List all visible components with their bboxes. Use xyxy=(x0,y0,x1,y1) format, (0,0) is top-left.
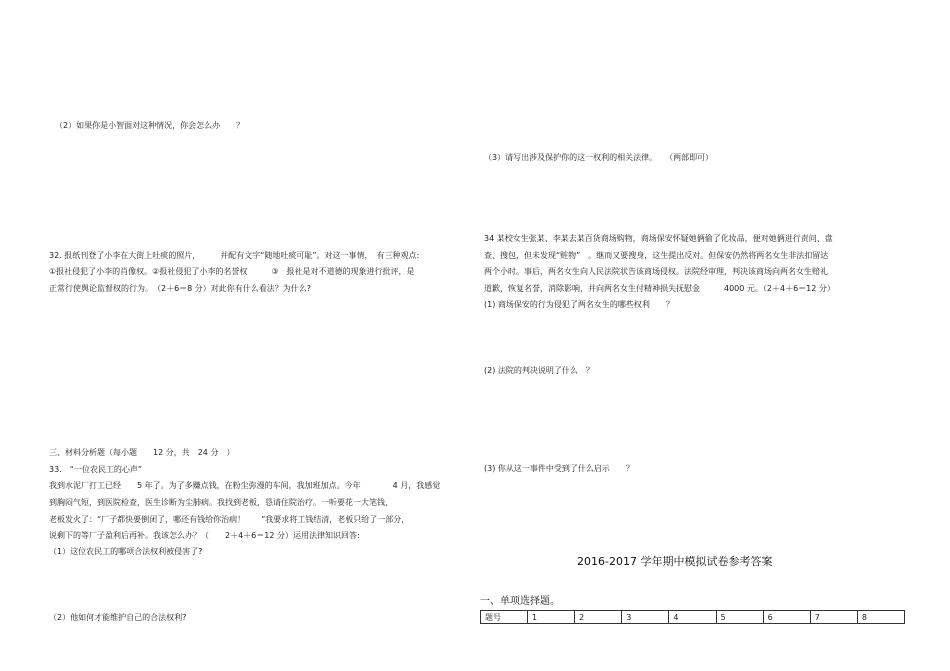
q32-line2: ①报社侵犯了小李的肖像权。②报社侵犯了小李的名誉权 ③ 报社是对不道德的现象进行批评，是 xyxy=(49,267,415,276)
q34-part3: (3) 你从这一事件中受到了什么启示 ？ xyxy=(484,464,634,473)
section3-heading: 三、材料分析题（每小题 12 分，共 24 分 ） xyxy=(49,448,235,457)
q31-part2: （2）如果你是小智面对这种情况，你会怎么办 ？ xyxy=(55,121,245,130)
answer-table-label-cell: 题号 xyxy=(481,611,528,624)
q34-line4: 道歉，恢复名誉，消除影响，并向两名女生付精神损失抚慰金 4000 元。（2＋4＋6＝12 分） xyxy=(484,284,835,293)
q33-part3: （3）请写出涉及保护你的这一权利的相关法律。 （两部即可） xyxy=(484,153,714,162)
answer-col-1: 1 xyxy=(528,611,575,624)
q34-part2: (2) 法院的判决说明了什么 ？ xyxy=(484,366,594,375)
q33-part1: （1）这位农民工的哪项合法权利被侵害了? xyxy=(49,547,203,556)
q33-line3: 到胸闷气短，到医院检查，医生诊断为尘肺病。我找到老板，恳请住院治疗。一听要花一大笔钱， xyxy=(49,498,393,507)
answer-section1-heading: 一、单项选择题。 xyxy=(480,596,560,607)
q34-line2: 查、搜包，但未发现“赃物” 。继而又要搜身，这生提出反对。但保安仍然将两名女生非法扣留达 xyxy=(484,251,829,260)
q33-line5: 说剩下的等厂子盈利后再补。我该怎么办？（ 2＋4＋6＝12 分）运用法律知识回答: xyxy=(49,531,360,540)
answer-col-7: 7 xyxy=(810,611,857,624)
q33-line4: 老板发火了：“厂子都快要倒闭了，哪还有钱给你治病！ ”我要求将工钱结清，老板只给了一部分， xyxy=(49,515,410,524)
answer-col-2: 2 xyxy=(575,611,622,624)
q33-line2: 我到水泥厂打工已经 5 年了。为了多赚点钱，在粉尘弥漫的车间，我加班加点。今年 4 月，我感觉 xyxy=(49,481,441,490)
q34-part1: (1) 商场保安的行为侵犯了两名女生的哪些权利 ？ xyxy=(484,300,674,309)
q33-line1: 33. “一位农民工的心声” xyxy=(49,465,143,474)
answer-table xyxy=(480,610,905,624)
q32-line3: 正常行使舆论监督权的行为。 （2＋6＝8 分）对此你有什么看法？为什么? xyxy=(49,284,312,293)
q33-part2: （2）他如何才能维护自己的合法权利? xyxy=(49,613,187,622)
answer-key-title: 2016-2017 学年期中模拟试卷参考答案 xyxy=(577,555,773,568)
q34-line3: 两个小时。事后，两名女生向人民法院状告该商场侵权。法院经审理，判决该商场向两名女生赔礼 xyxy=(484,267,828,276)
answer-table-header-row xyxy=(481,611,905,624)
answer-col-4: 4 xyxy=(669,611,716,624)
answer-col-3: 3 xyxy=(622,611,669,624)
answer-col-6: 6 xyxy=(763,611,810,624)
answer-col-8: 8 xyxy=(857,611,904,624)
q32-line1: 32. 报纸刊登了小李在大街上吐痰的照片， 并配有文字“随地吐痰可耻”。对这一事情， 有三种观点: xyxy=(49,251,420,260)
q34-line1: 34 某校女生张某、李某去某百货商场购物，商场保安怀疑她俩偷了化妆品，便对她俩进行责问、盘 xyxy=(484,234,833,243)
answer-col-5: 5 xyxy=(716,611,763,624)
